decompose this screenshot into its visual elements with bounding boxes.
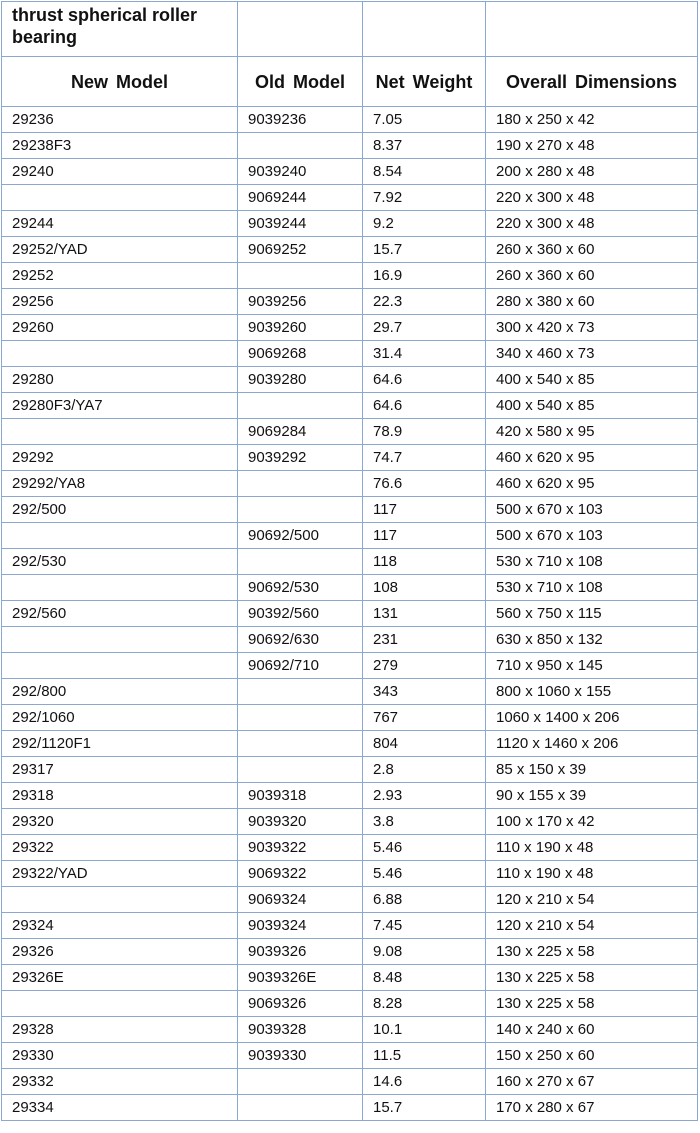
old-model-cell: 90392/560 — [238, 601, 363, 627]
net-weight-cell: 8.28 — [363, 991, 486, 1017]
table-row — [2, 783, 698, 809]
net-weight-cell: 3.8 — [363, 809, 486, 835]
net-weight-cell: 2.8 — [363, 757, 486, 783]
old-model-cell — [238, 705, 363, 731]
old-model-cell: 90692/630 — [238, 627, 363, 653]
old-model-cell: 9069268 — [238, 341, 363, 367]
table-row — [2, 601, 698, 627]
table-row — [2, 419, 698, 445]
new-model-cell — [2, 341, 238, 367]
dimensions-cell: 120 x 210 x 54 — [486, 887, 698, 913]
net-weight-cell: 279 — [363, 653, 486, 679]
net-weight-cell: 767 — [363, 705, 486, 731]
dimensions-cell: 800 x 1060 x 155 — [486, 679, 698, 705]
new-model-cell: 29322 — [2, 835, 238, 861]
dimensions-cell: 130 x 225 x 58 — [486, 939, 698, 965]
new-model-cell — [2, 887, 238, 913]
new-model-cell: 29244 — [2, 211, 238, 237]
net-weight-cell: 131 — [363, 601, 486, 627]
new-model-cell: 29280F3/YA7 — [2, 393, 238, 419]
title-blank-cell — [238, 2, 363, 57]
new-model-cell: 29292 — [2, 445, 238, 471]
table-row — [2, 211, 698, 237]
table-row — [2, 523, 698, 549]
dimensions-cell: 130 x 225 x 58 — [486, 965, 698, 991]
table-row — [2, 965, 698, 991]
dimensions-cell: 200 x 280 x 48 — [486, 159, 698, 185]
table-row — [2, 757, 698, 783]
old-model-cell: 9039322 — [238, 835, 363, 861]
dimensions-cell: 130 x 225 x 58 — [486, 991, 698, 1017]
table-row — [2, 237, 698, 263]
table-row — [2, 705, 698, 731]
new-model-cell: 29328 — [2, 1017, 238, 1043]
old-model-cell: 9069322 — [238, 861, 363, 887]
dimensions-cell: 100 x 170 x 42 — [486, 809, 698, 835]
old-model-cell: 9039326 — [238, 939, 363, 965]
new-model-cell: 292/1060 — [2, 705, 238, 731]
net-weight-cell: 6.88 — [363, 887, 486, 913]
net-weight-cell: 343 — [363, 679, 486, 705]
net-weight-cell: 5.46 — [363, 835, 486, 861]
net-weight-cell: 10.1 — [363, 1017, 486, 1043]
new-model-cell: 29252/YAD — [2, 237, 238, 263]
dimensions-cell: 1120 x 1460 x 206 — [486, 731, 698, 757]
old-model-cell: 9039260 — [238, 315, 363, 341]
table-row — [2, 1095, 698, 1121]
header-old-model: Old Model — [238, 57, 363, 107]
dimensions-cell: 400 x 540 x 85 — [486, 367, 698, 393]
old-model-cell: 9069324 — [238, 887, 363, 913]
net-weight-cell: 7.45 — [363, 913, 486, 939]
dimensions-cell: 460 x 620 x 95 — [486, 445, 698, 471]
table-row — [2, 263, 698, 289]
old-model-cell — [238, 1069, 363, 1095]
old-model-cell — [238, 731, 363, 757]
header-net-weight: Net Weight — [363, 57, 486, 107]
table-row — [2, 913, 698, 939]
new-model-cell: 29320 — [2, 809, 238, 835]
table-body — [2, 107, 698, 1121]
dimensions-cell: 140 x 240 x 60 — [486, 1017, 698, 1043]
new-model-cell: 29252 — [2, 263, 238, 289]
new-model-cell — [2, 185, 238, 211]
new-model-cell: 29332 — [2, 1069, 238, 1095]
new-model-cell: 29330 — [2, 1043, 238, 1069]
table-row — [2, 549, 698, 575]
net-weight-cell: 22.3 — [363, 289, 486, 315]
new-model-cell: 292/800 — [2, 679, 238, 705]
table-row — [2, 861, 698, 887]
net-weight-cell: 74.7 — [363, 445, 486, 471]
new-model-cell: 292/530 — [2, 549, 238, 575]
new-model-cell: 29326 — [2, 939, 238, 965]
dimensions-cell: 530 x 710 x 108 — [486, 575, 698, 601]
new-model-cell — [2, 419, 238, 445]
dimensions-cell: 110 x 190 x 48 — [486, 861, 698, 887]
old-model-cell — [238, 679, 363, 705]
net-weight-cell: 64.6 — [363, 393, 486, 419]
old-model-cell: 90692/530 — [238, 575, 363, 601]
net-weight-cell: 9.2 — [363, 211, 486, 237]
old-model-cell: 90692/500 — [238, 523, 363, 549]
new-model-cell: 29236 — [2, 107, 238, 133]
net-weight-cell: 14.6 — [363, 1069, 486, 1095]
new-model-cell: 29240 — [2, 159, 238, 185]
table-row — [2, 497, 698, 523]
dimensions-cell: 85 x 150 x 39 — [486, 757, 698, 783]
dimensions-cell: 710 x 950 x 145 — [486, 653, 698, 679]
dimensions-cell: 160 x 270 x 67 — [486, 1069, 698, 1095]
table-row — [2, 185, 698, 211]
dimensions-cell: 110 x 190 x 48 — [486, 835, 698, 861]
dimensions-cell: 150 x 250 x 60 — [486, 1043, 698, 1069]
old-model-cell: 9039320 — [238, 809, 363, 835]
title-row — [2, 2, 698, 57]
net-weight-cell: 15.7 — [363, 237, 486, 263]
new-model-cell: 29256 — [2, 289, 238, 315]
table-row — [2, 653, 698, 679]
table-row — [2, 445, 698, 471]
table-row — [2, 731, 698, 757]
table-row — [2, 939, 698, 965]
table-row — [2, 315, 698, 341]
old-model-cell: 9039236 — [238, 107, 363, 133]
table-row — [2, 809, 698, 835]
net-weight-cell: 9.08 — [363, 939, 486, 965]
net-weight-cell: 231 — [363, 627, 486, 653]
net-weight-cell: 5.46 — [363, 861, 486, 887]
title-blank-cell — [486, 2, 698, 57]
new-model-cell: 292/500 — [2, 497, 238, 523]
net-weight-cell: 78.9 — [363, 419, 486, 445]
old-model-cell: 9039328 — [238, 1017, 363, 1043]
table-row — [2, 1069, 698, 1095]
table-row — [2, 1043, 698, 1069]
old-model-cell: 9039240 — [238, 159, 363, 185]
header-new-model: New Model — [2, 57, 238, 107]
table-row — [2, 627, 698, 653]
old-model-cell: 9039318 — [238, 783, 363, 809]
new-model-cell: 292/560 — [2, 601, 238, 627]
dimensions-cell: 340 x 460 x 73 — [486, 341, 698, 367]
net-weight-cell: 804 — [363, 731, 486, 757]
dimensions-cell: 630 x 850 x 132 — [486, 627, 698, 653]
old-model-cell: 9039256 — [238, 289, 363, 315]
net-weight-cell: 29.7 — [363, 315, 486, 341]
new-model-cell: 29317 — [2, 757, 238, 783]
table-row — [2, 575, 698, 601]
dimensions-cell: 180 x 250 x 42 — [486, 107, 698, 133]
new-model-cell: 29280 — [2, 367, 238, 393]
new-model-cell — [2, 653, 238, 679]
dimensions-cell: 1060 x 1400 x 206 — [486, 705, 698, 731]
old-model-cell: 9069252 — [238, 237, 363, 263]
dimensions-cell: 500 x 670 x 103 — [486, 523, 698, 549]
old-model-cell: 90692/710 — [238, 653, 363, 679]
new-model-cell — [2, 575, 238, 601]
dimensions-cell: 120 x 210 x 54 — [486, 913, 698, 939]
dimensions-cell: 560 x 750 x 115 — [486, 601, 698, 627]
net-weight-cell: 7.05 — [363, 107, 486, 133]
new-model-cell: 29260 — [2, 315, 238, 341]
net-weight-cell: 7.92 — [363, 185, 486, 211]
table-title: thrust spherical roller bearing — [2, 2, 238, 57]
dimensions-cell: 530 x 710 x 108 — [486, 549, 698, 575]
old-model-cell — [238, 133, 363, 159]
net-weight-cell: 117 — [363, 523, 486, 549]
dimensions-cell: 460 x 620 x 95 — [486, 471, 698, 497]
new-model-cell — [2, 523, 238, 549]
table-row — [2, 159, 698, 185]
old-model-cell — [238, 263, 363, 289]
old-model-cell: 9069244 — [238, 185, 363, 211]
net-weight-cell: 2.93 — [363, 783, 486, 809]
old-model-cell: 9039326E — [238, 965, 363, 991]
new-model-cell — [2, 627, 238, 653]
new-model-cell: 29324 — [2, 913, 238, 939]
dimensions-cell: 280 x 380 x 60 — [486, 289, 698, 315]
new-model-cell: 29292/YA8 — [2, 471, 238, 497]
old-model-cell: 9039292 — [238, 445, 363, 471]
dimensions-cell: 220 x 300 x 48 — [486, 185, 698, 211]
new-model-cell: 29238F3 — [2, 133, 238, 159]
table-row — [2, 679, 698, 705]
table-row — [2, 107, 698, 133]
dimensions-cell: 190 x 270 x 48 — [486, 133, 698, 159]
new-model-cell — [2, 991, 238, 1017]
dimensions-cell: 260 x 360 x 60 — [486, 237, 698, 263]
table-row — [2, 289, 698, 315]
table-row — [2, 367, 698, 393]
net-weight-cell: 11.5 — [363, 1043, 486, 1069]
net-weight-cell: 8.37 — [363, 133, 486, 159]
net-weight-cell: 108 — [363, 575, 486, 601]
net-weight-cell: 76.6 — [363, 471, 486, 497]
old-model-cell — [238, 471, 363, 497]
title-blank-cell — [363, 2, 486, 57]
net-weight-cell: 16.9 — [363, 263, 486, 289]
header-row — [2, 57, 698, 107]
table-row — [2, 1017, 698, 1043]
dimensions-cell: 220 x 300 x 48 — [486, 211, 698, 237]
header-overall-dimensions: Overall Dimensions — [486, 57, 698, 107]
net-weight-cell: 118 — [363, 549, 486, 575]
old-model-cell: 9039280 — [238, 367, 363, 393]
old-model-cell — [238, 549, 363, 575]
new-model-cell: 29318 — [2, 783, 238, 809]
new-model-cell: 29334 — [2, 1095, 238, 1121]
table-row — [2, 133, 698, 159]
net-weight-cell: 31.4 — [363, 341, 486, 367]
table-row — [2, 471, 698, 497]
dimensions-cell: 300 x 420 x 73 — [486, 315, 698, 341]
table-row — [2, 991, 698, 1017]
old-model-cell — [238, 757, 363, 783]
dimensions-cell: 260 x 360 x 60 — [486, 263, 698, 289]
table-row — [2, 887, 698, 913]
table-row — [2, 393, 698, 419]
dimensions-cell: 420 x 580 x 95 — [486, 419, 698, 445]
net-weight-cell: 15.7 — [363, 1095, 486, 1121]
old-model-cell: 9039244 — [238, 211, 363, 237]
dimensions-cell: 170 x 280 x 67 — [486, 1095, 698, 1121]
table-row — [2, 835, 698, 861]
old-model-cell: 9039324 — [238, 913, 363, 939]
net-weight-cell: 117 — [363, 497, 486, 523]
net-weight-cell: 8.54 — [363, 159, 486, 185]
old-model-cell — [238, 497, 363, 523]
old-model-cell: 9039330 — [238, 1043, 363, 1069]
new-model-cell: 29322/YAD — [2, 861, 238, 887]
dimensions-cell: 90 x 155 x 39 — [486, 783, 698, 809]
dimensions-cell: 500 x 670 x 103 — [486, 497, 698, 523]
old-model-cell: 9069284 — [238, 419, 363, 445]
dimensions-cell: 400 x 540 x 85 — [486, 393, 698, 419]
old-model-cell — [238, 393, 363, 419]
old-model-cell: 9069326 — [238, 991, 363, 1017]
net-weight-cell: 8.48 — [363, 965, 486, 991]
table-row — [2, 341, 698, 367]
net-weight-cell: 64.6 — [363, 367, 486, 393]
old-model-cell — [238, 1095, 363, 1121]
new-model-cell: 292/1120F1 — [2, 731, 238, 757]
bearing-spec-table — [1, 1, 698, 1121]
new-model-cell: 29326E — [2, 965, 238, 991]
